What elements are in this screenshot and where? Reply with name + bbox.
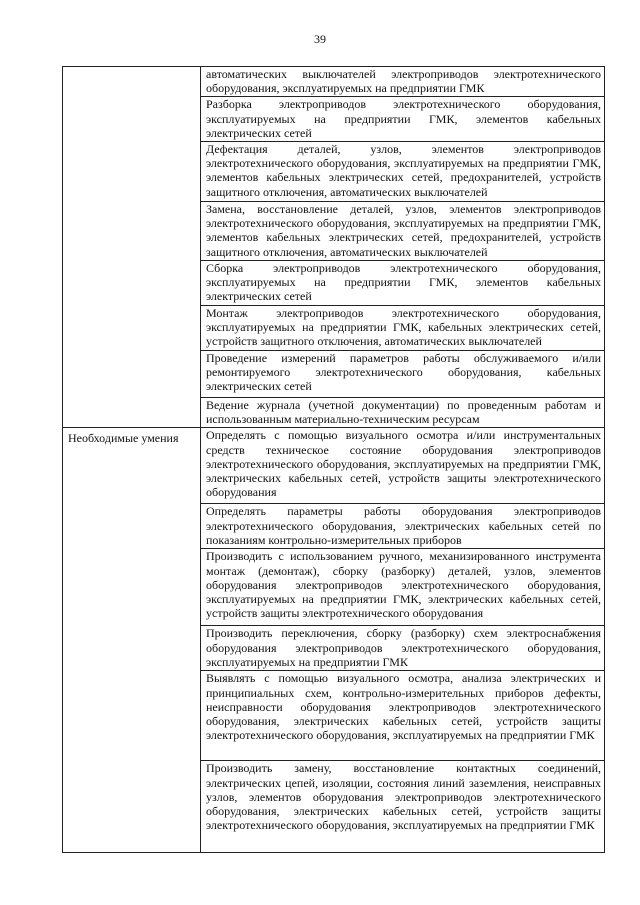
row-text: Выявлять с помощью визуального осмотра, анализа электрических и принципиальных схем, контрольно-измерительных приборов дефекты, неисправности оборудования электроприводов электротехнического оборудования, электрических кабельных сетей, устройств защиты электротехнического оборудования, эксплуатируемых на предприятии ГМК xyxy=(201,671,605,761)
table-row xyxy=(63,428,605,504)
row-text: Проведение измерений параметров работы обслуживаемого и/или ремонтируемого электротехнического оборудования, кабельных электрических сетей xyxy=(201,351,605,398)
row-text: Монтаж электроприводов электротехнического оборудования, эксплуатируемых на предприятии ГМК, кабельных электрических сетей, устройств защитного отключения, автоматических выключателей xyxy=(201,306,605,351)
row-text: Сборка электроприводов электротехнического оборудования, эксплуатируемых на предприятии ГМК, элементов кабельных электрических сетей xyxy=(201,261,605,306)
row-text: Разборка электроприводов электротехнического оборудования, эксплуатируемых на предприятии ГМК, элементов кабельных электрических сетей xyxy=(201,97,605,142)
row-text: Дефектация деталей, узлов, элементов электроприводов электротехнического оборудования, эксплуатируемых на предприятии ГМК, элементов кабельных электрических сетей, предохранителей, устройств защитного отключения, автоматических выключателей xyxy=(201,142,605,202)
row-text: автоматических выключателей электроприводов электротехнического оборудования, эксплуатируемых на предприятии ГМК xyxy=(201,67,605,97)
row-label xyxy=(63,67,201,428)
row-text: Производить замену, восстановление контактных соединений, электрических цепей, изоляции, состояния линий заземления, неисправных узлов, элементов оборудования электроприводов электротехнического оборудования, электрических кабельных сетей, устройств защиты электротехнического оборудования, эксплуатируемых на предприятии ГМК xyxy=(201,761,605,853)
row-text: Определять с помощью визуального осмотра и/или инструментальных средств техническое состояние оборудования электроприводов электротехнического оборудования, эксплуатируемых на предприятии ГМК, электрических кабельных сетей, устройств защиты электротехнического оборудования xyxy=(201,428,605,504)
row-text: Производить с использованием ручного, механизированного инструмента монтаж (демонтаж), сборку (разборку) деталей, узлов, элементов оборудования электроприводов электротехнического оборудования, эксплуатируемых на предприятии ГМК, электрических кабельных сетей, устройств защиты электротехнического оборудования xyxy=(201,549,605,626)
page-number: 39 xyxy=(314,32,326,46)
row-label-required-skills: Необходимые умения xyxy=(63,428,201,853)
row-text: Ведение журнала (учетной документации) по проведенным работам и использованным материально-техническим ресурсам xyxy=(201,398,605,428)
labor-functions-table xyxy=(62,66,605,853)
row-text: Производить переключения, сборку (разборку) схем электроснабжения оборудования электроприводов электротехнического оборудования, эксплуатируемых на предприятии ГМК xyxy=(201,626,605,671)
table-row xyxy=(63,67,605,97)
row-text: Замена, восстановление деталей, узлов, элементов электроприводов электротехнического оборудования, эксплуатируемых на предприятии ГМК, элементов кабельных электрических сетей, предохранителей, устройств защитного отключения, автоматических выключателей xyxy=(201,202,605,261)
row-text: Определять параметры работы оборудования электроприводов электротехнического оборудования, электрических кабельных сетей по показаниям контрольно-измерительных приборов xyxy=(201,504,605,549)
